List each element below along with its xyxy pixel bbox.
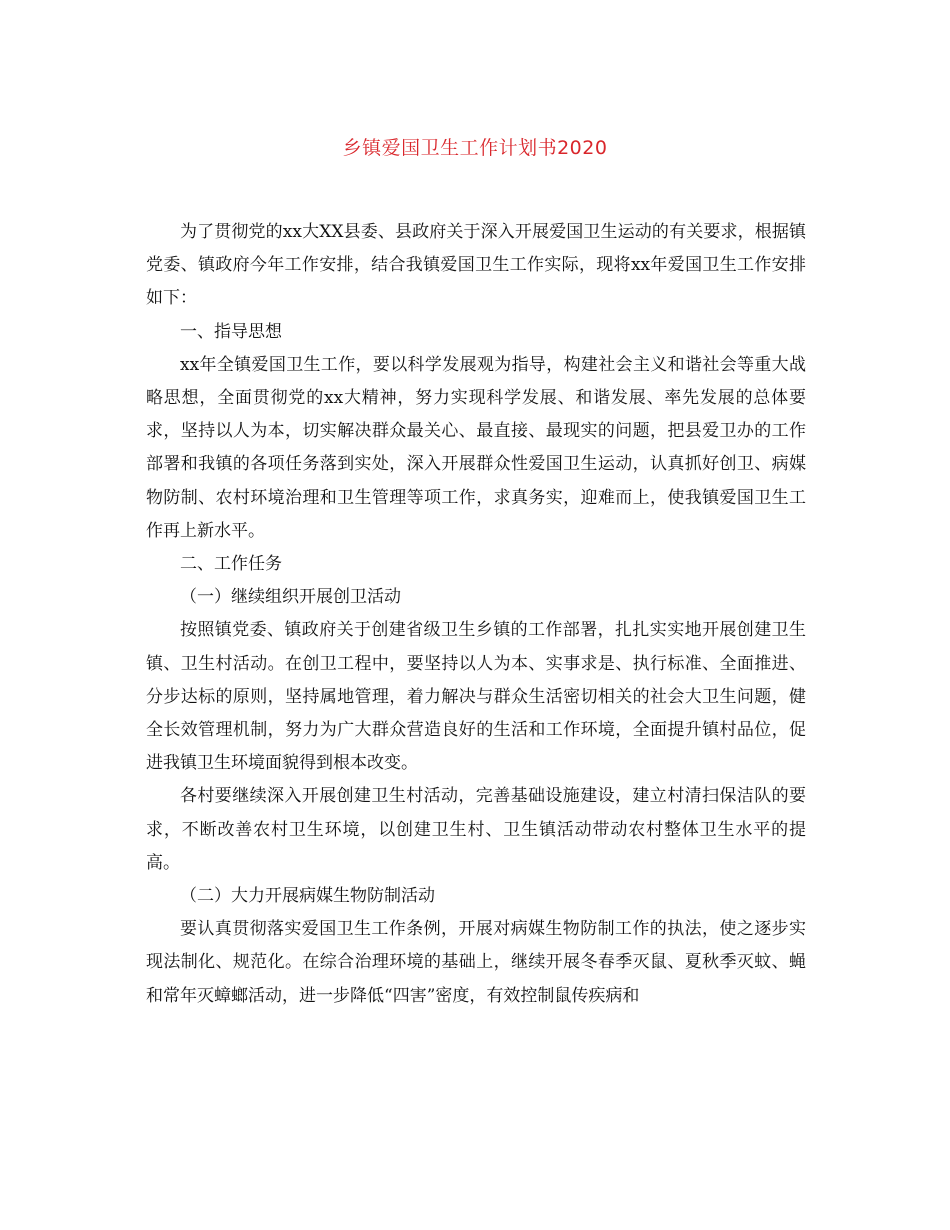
paragraph-vector-control: 要认真贯彻落实爱国卫生工作条例，开展对病媒生物防制工作的执法，使之逐步实现法制化、规范化。在综合治理环境的基础上，继续开展冬春季灭鼠、夏秋季灭蚊、蝇和常年灭蟑螂活动，进一步降低“四害”密度，有效控制鼠传疾病和 — [146, 919, 806, 1006]
document-title: 乡镇爱国卫生工作计划书2020 — [342, 137, 608, 159]
section-heading-work-tasks: 二、工作任务 — [180, 554, 282, 575]
paragraph-intro: 为了贯彻党的xx大XX县委、县政府关于深入开展爱国卫生运动的有关要求，根据镇党委、镇政府今年工作安排，结合我镇爱国卫生工作实际，现将xx年爱国卫生工作安排如下： — [146, 222, 806, 309]
subsection-heading-vector-control: （二）大力开展病媒生物防制活动 — [180, 886, 435, 907]
section-heading-guiding-ideology: 一、指导思想 — [180, 321, 282, 342]
paragraph-guiding-ideology: xx年全镇爱国卫生工作，要以科学发展观为指导，构建社会主义和谐社会等重大战略思想，全面贯彻党的xx大精神，努力实现科学发展、和谐发展、率先发展的总体要求，坚持以人为本，切实解决群众最关心、最直接、最现实的问题，把县爱卫办的工作部署和我镇的各项任务落到实处，深入开展群众性爱国卫生运动，认真抓好创卫、病媒物防制、农村环境治理和卫生管理等项工作，求真务实，迎难而上，使我镇爱国卫生工作再上新水平。 — [146, 354, 806, 541]
subsection-heading-health-creation: （一）继续组织开展创卫活动 — [180, 587, 401, 608]
paragraph-village-health: 各村要继续深入开展创建卫生村活动，完善基础设施建设，建立村清扫保洁队的要求，不断改善农村卫生环境，以创建卫生村、卫生镇活动带动农村整体卫生水平的提高。 — [146, 786, 806, 873]
paragraph-health-creation: 按照镇党委、镇政府关于创建省级卫生乡镇的工作部署，扎扎实实地开展创建卫生镇、卫生村活动。在创卫工程中，要坚持以人为本、实事求是、执行标准、全面推进、分步达标的原则，坚持属地管理，着力解决与群众生活密切相关的社会大卫生问题，健全长效管理机制，努力为广大群众营造良好的生活和工作环境，全面提升镇村品位，促进我镇卫生环境面貌得到根本改变。 — [146, 620, 806, 774]
document-body — [146, 216, 806, 1013]
